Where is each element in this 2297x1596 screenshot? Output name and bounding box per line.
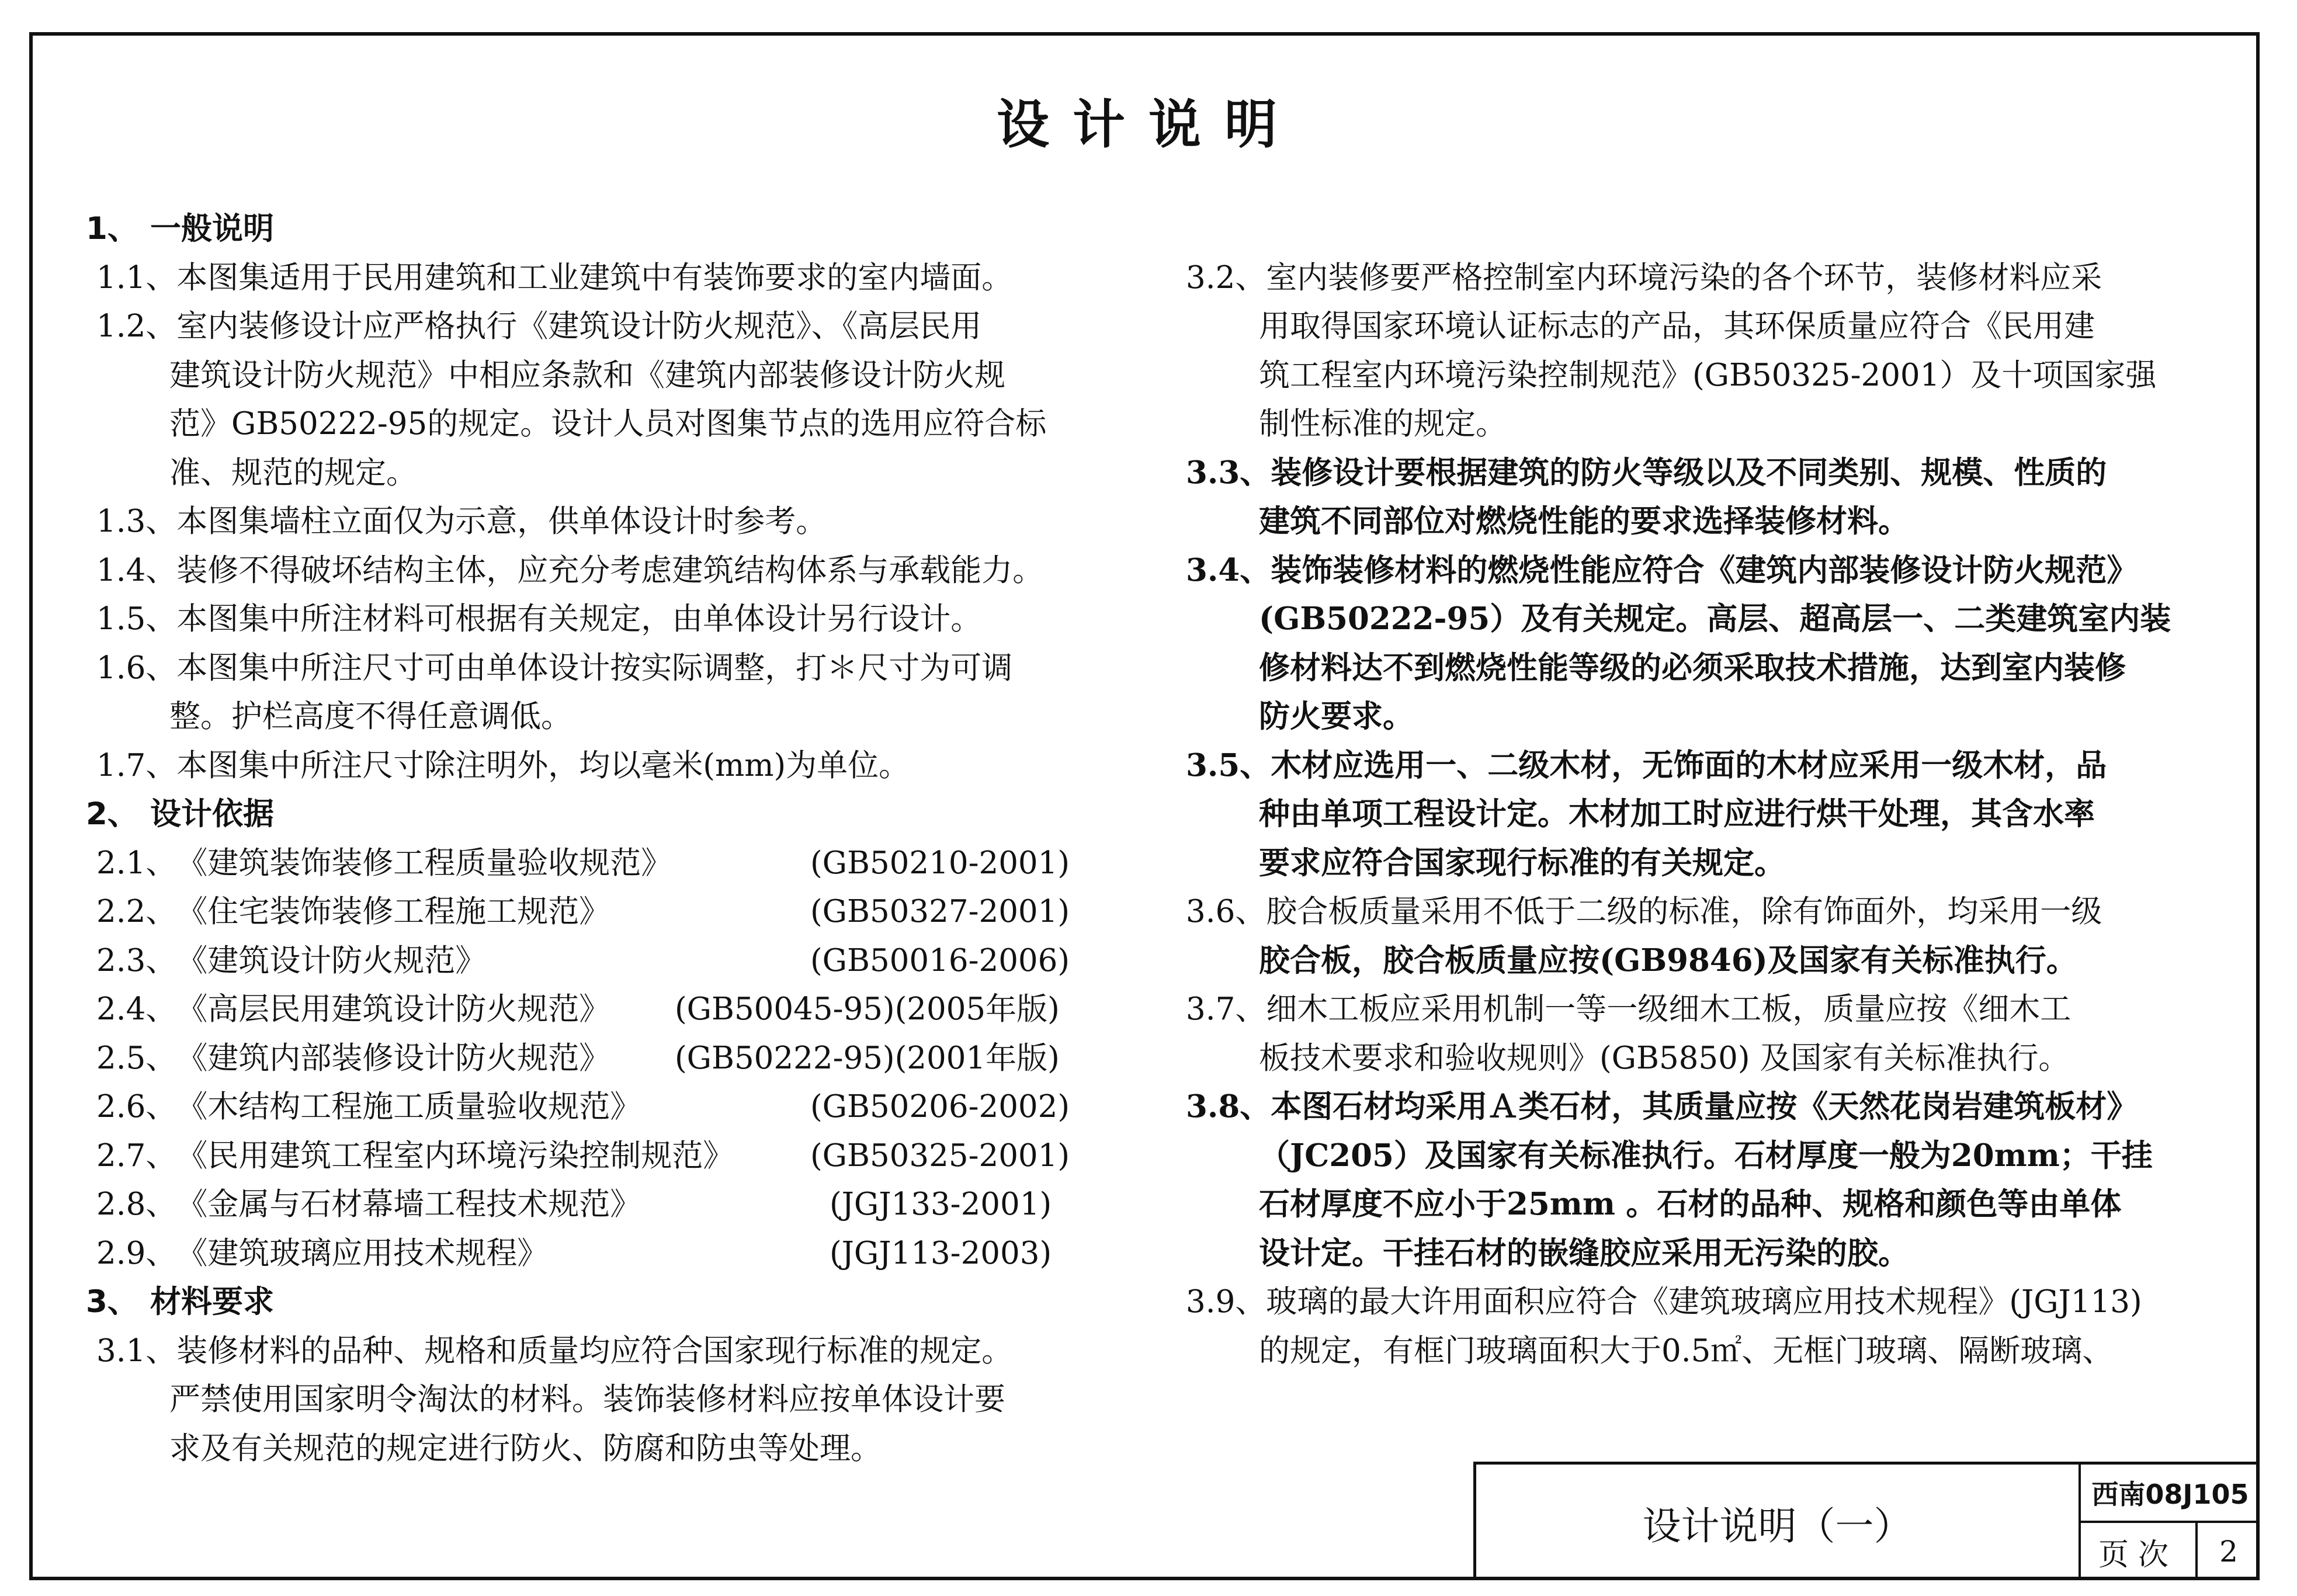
item-3-3-line: 建筑不同部位对燃烧性能的要求选择装修材料。 — [1259, 503, 1909, 539]
reference-row — [73, 1034, 1171, 1083]
page-title: 设计说明 — [997, 94, 1300, 155]
section-heading-basis — [73, 790, 1171, 839]
reference-name: 《建筑玻璃应用技术规程》 — [176, 1235, 549, 1271]
reference-row — [73, 1229, 1171, 1278]
item-3-3-line: 3.3、装修设计要根据建筑的防火等级以及不同类别、规模、性质的 — [1186, 454, 2107, 491]
item-3-2-line: 用取得国家环境认证标志的产品，其环保质量应符合《民用建 — [1259, 308, 2095, 344]
reference-row — [73, 1082, 1171, 1132]
reference-number: 2.3、 — [96, 942, 177, 979]
reference-number: 2.5、 — [96, 1040, 177, 1076]
item-3-6-line: 3.6、胶合板质量采用不低于二级的标准，除有饰面外，均采用一级 — [1186, 894, 2102, 929]
item-3-5-line: 要求应符合国家现行标准的有关规定。 — [1259, 844, 1785, 881]
reference-row — [73, 936, 1171, 986]
right-column — [1163, 204, 2226, 1375]
reference-code: (GB50325-2001) — [810, 1137, 1070, 1174]
reference-number: 2.6、 — [96, 1089, 177, 1125]
item-3-1-line: 3.1、装修材料的品种、规格和质量均应符合国家现行标准的规定。 — [96, 1333, 1013, 1369]
reference-number: 2.4、 — [96, 991, 177, 1027]
reference-name: 《建筑设计防火规范》 — [176, 942, 487, 979]
reference-code: (JGJ133-2001) — [830, 1186, 1052, 1222]
reference-code: (GB50016-2006) — [810, 942, 1070, 979]
reference-name: 《民用建筑工程室内环境污染控制规范》 — [176, 1137, 734, 1174]
section-title: 材料要求 — [150, 1284, 274, 1320]
item-3-8-line: 石材厚度不应小于25mm 。石材的品种、规格和颜色等由单体 — [1259, 1186, 2122, 1222]
reference-name: 《高层民用建筑设计防火规范》 — [176, 991, 610, 1027]
item-3-4-line: 修材料达不到燃烧性能等级的必须采取技术措施，达到室内装修 — [1259, 649, 2126, 686]
item-3-7-line: 板技术要求和验收规则》(GB5850) 及国家有关标准执行。 — [1259, 1040, 2070, 1076]
reference-code: (GB50206-2002) — [810, 1089, 1070, 1125]
item-3-1-line: 求及有关规范的规定进行防火、防腐和防虫等处理。 — [169, 1430, 882, 1466]
reference-row — [73, 887, 1171, 936]
item-1-6-line: 1.6、本图集中所注尺寸可由单体设计按实际调整，打＊尺寸为可调 — [96, 650, 1013, 686]
reference-number: 2.9、 — [96, 1235, 177, 1271]
item-3-2-line: 筑工程室内环境污染控制规范》(GB50325-2001）及十项国家强 — [1259, 357, 2157, 393]
reference-number: 2.7、 — [96, 1137, 177, 1174]
reference-row — [73, 1132, 1171, 1181]
item-3-9-line: 的规定，有框门玻璃面积大于0.5㎡、无框门玻璃、隔断玻璃、 — [1259, 1333, 2114, 1369]
section-title: 设计依据 — [150, 796, 274, 832]
item-3-8-line: 设计定。干挂石材的嵌缝胶应采用无污染的胶。 — [1259, 1234, 1909, 1271]
item-1-2-line: 准、规范的规定。 — [169, 454, 417, 491]
item-1-2-line: 范》GB50222-95的规定。设计人员对图集节点的选用应符合标 — [169, 406, 1047, 442]
item-1-2-line: 建筑设计防火规范》中相应条款和《建筑内部装修设计防火规 — [169, 357, 1005, 393]
reference-code: (GB50327-2001) — [810, 894, 1070, 929]
item-3-5-line: 3.5、木材应选用一、二级木材，无饰面的木材应采用一级木材，品 — [1186, 747, 2107, 783]
item-3-6-line: 胶合板，胶合板质量应按(GB9846)及国家有关标准执行。 — [1259, 942, 2077, 979]
item-3-4-line: 防火要求。 — [1259, 698, 1414, 734]
reference-number: 2.2、 — [96, 894, 177, 929]
item-1-3: 1.3、本图集墙柱立面仅为示意，供单体设计时参考。 — [96, 504, 827, 539]
item-3-2-line: 制性标准的规定。 — [1259, 406, 1507, 442]
blank-line — [1163, 204, 2226, 254]
reference-number: 2.1、 — [96, 845, 177, 881]
item-1-7: 1.7、本图集中所注尺寸除注明外，均以毫米(mm)为单位。 — [96, 747, 910, 783]
item-3-7-line: 3.7、细木工板应采用机制一等一级细木工板，质量应按《细木工 — [1186, 991, 2072, 1027]
reference-name: 《金属与石材幕墙工程技术规范》 — [176, 1186, 641, 1222]
section-title: 一般说明 — [150, 211, 274, 247]
title-block-name: 设计说明（一） — [1476, 1465, 2081, 1580]
left-column — [73, 204, 1171, 1473]
item-3-4-line: (GB50222-95）及有关规定。高层、超高层一、二类建筑室内装 — [1259, 601, 2171, 637]
reference-code: (GB50210-2001) — [810, 845, 1070, 881]
section-number: 2、 — [86, 796, 138, 832]
item-3-8-line: 3.8、本图石材均采用Ａ类石材，其质量应按《天然花岗岩建筑板材》 — [1186, 1088, 2138, 1125]
item-3-1-line: 严禁使用国家明令淘汰的材料。装饰装修材料应按单体设计要 — [169, 1382, 1005, 1417]
item-3-4-line: 3.4、装饰装修材料的燃烧性能应符合《建筑内部装修设计防火规范》 — [1186, 551, 2138, 588]
reference-number: 2.8、 — [96, 1186, 177, 1222]
item-3-5-line: 种由单项工程设计定。木材加工时应进行烘干处理，其含水率 — [1259, 796, 2095, 832]
title-block — [1473, 1462, 2260, 1580]
reference-name: 《木结构工程施工质量验收规范》 — [176, 1089, 641, 1125]
reference-code: (JGJ113-2003) — [830, 1235, 1052, 1271]
item-3-9-line: 3.9、玻璃的最大许用面积应符合《建筑玻璃应用技术规程》(JGJ113) — [1186, 1284, 2142, 1320]
reference-row — [73, 985, 1171, 1034]
reference-row — [73, 839, 1171, 888]
page-label: 页次 — [2081, 1523, 2198, 1580]
reference-name: 《建筑装饰装修工程质量验收规范》 — [176, 845, 672, 881]
item-3-8-line: （JC205）及国家有关标准执行。石材厚度一般为20mm；干挂 — [1259, 1137, 2153, 1174]
item-1-6-line: 整。护栏高度不得任意调低。 — [169, 699, 572, 734]
page-number: 2 — [2219, 1535, 2238, 1569]
item-1-4: 1.4、装修不得破坏结构主体，应充分考虑建筑结构体系与承载能力。 — [96, 552, 1044, 588]
item-1-2-line: 1.2、室内装修设计应严格执行《建筑设计防火规范》、《高层民用 — [96, 308, 982, 344]
reference-name: 《住宅装饰装修工程施工规范》 — [176, 894, 610, 929]
item-1-5: 1.5、本图集中所注材料可根据有关规定，由单体设计另行设计。 — [96, 601, 982, 637]
reference-code: (GB50222-95)(2001年版) — [675, 1040, 1060, 1076]
section-number: 3、 — [86, 1284, 138, 1320]
atlas-number: 西南08J105 — [2081, 1465, 2260, 1523]
reference-row — [73, 1180, 1171, 1229]
reference-code: (GB50045-95)(2005年版) — [675, 991, 1060, 1027]
section-number: 1、 — [86, 211, 138, 247]
reference-name: 《建筑内部装修设计防火规范》 — [176, 1040, 610, 1076]
item-1-1: 1.1、本图集适用于民用建筑和工业建筑中有装饰要求的室内墙面。 — [96, 259, 1013, 296]
section-heading-general — [73, 204, 1171, 254]
item-3-2-line: 3.2、室内装修要严格控制室内环境污染的各个环节，装修材料应采 — [1186, 259, 2102, 296]
section-heading-materials — [73, 1278, 1171, 1327]
